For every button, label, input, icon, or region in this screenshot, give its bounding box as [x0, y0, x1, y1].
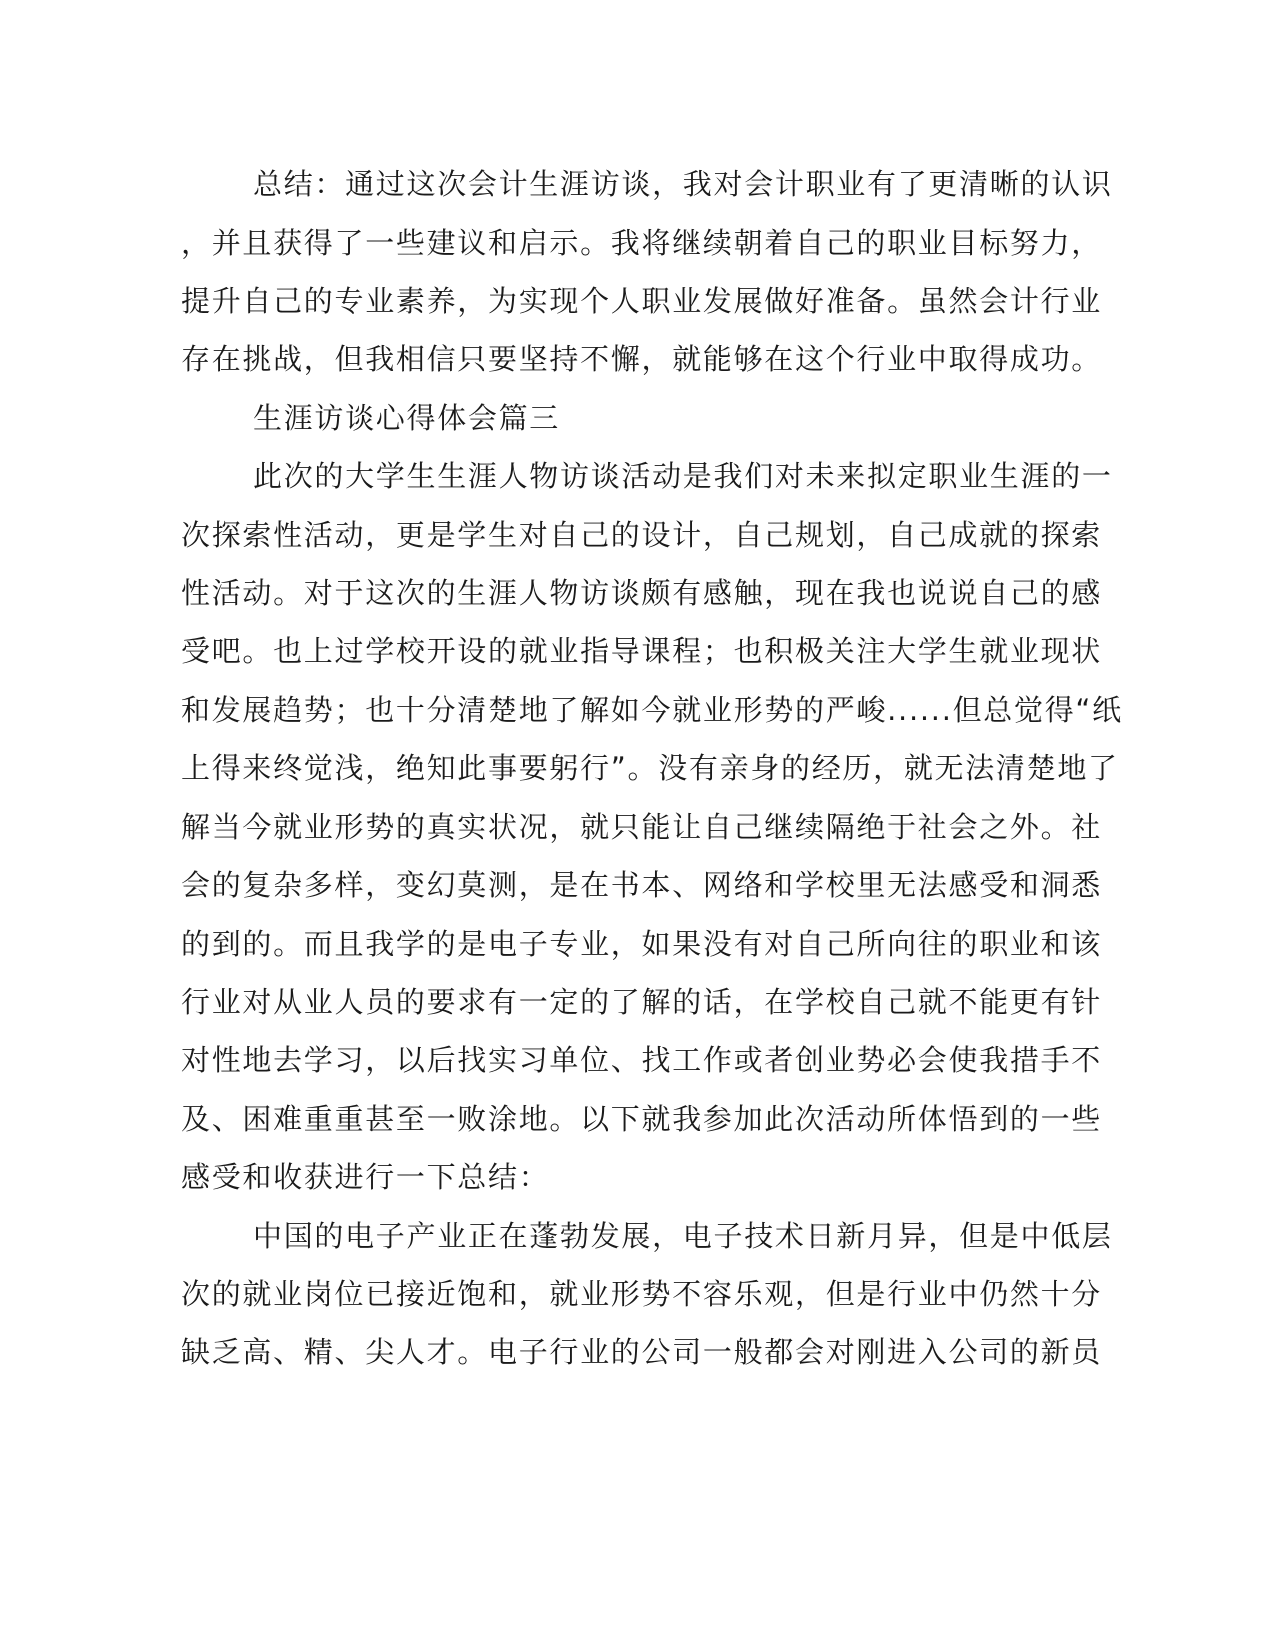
text-line: 行业对从业人员的要求有一定的了解的话，在学校自己就不能更有针: [181, 985, 1103, 1019]
text-line: 解当今就业形势的真实状况，就只能让自己继续隔绝于社会之外。社: [181, 810, 1103, 844]
text-line: 对性地去学习，以后找实习单位、找工作或者创业势必会使我措手不: [181, 1043, 1103, 1077]
text-line: 会的复杂多样，变幻莫测，是在书本、网络和学校里无法感受和洞悉: [181, 868, 1103, 902]
text-line: 感受和收获进行一下总结：: [181, 1160, 550, 1194]
text-line: 性活动。对于这次的生涯人物访谈颇有感触，现在我也说说自己的感: [181, 576, 1103, 610]
text-line: 和发展趋势；也十分清楚地了解如今就业形势的严峻......但总觉得“纸: [181, 693, 1123, 727]
text-line: 次探索性活动，更是学生对自己的设计，自己规划，自己成就的探索: [181, 518, 1103, 552]
text-line: 存在挑战，但我相信只要坚持不懈，就能够在这个行业中取得成功。: [181, 342, 1103, 376]
text-line: 及、困难重重甚至一败涂地。以下就我参加此次活动所体悟到的一些: [181, 1102, 1103, 1136]
text-line: ，并且获得了一些建议和启示。我将继续朝着自己的职业目标努力，: [181, 226, 1103, 260]
text-line: 上得来终觉浅，绝知此事要躬行”。没有亲身的经历，就无法清楚地了: [181, 751, 1119, 785]
text-line: 中国的电子产业正在蓬勃发展，电子技术日新月异，但是中低层: [253, 1219, 1113, 1253]
text-line: 总结：通过这次会计生涯访谈，我对会计职业有了更清晰的认识: [253, 167, 1113, 201]
text-line: 此次的大学生生涯人物访谈活动是我们对未来拟定职业生涯的一: [253, 459, 1113, 493]
text-line: 提升自己的专业素养，为实现个人职业发展做好准备。虽然会计行业: [181, 284, 1103, 318]
text-line: 缺乏高、精、尖人才。电子行业的公司一般都会对刚进入公司的新员: [181, 1335, 1103, 1369]
text-line: 受吧。也上过学校开设的就业指导课程；也积极关注大学生就业现状: [181, 634, 1103, 668]
text-line: 次的就业岗位已接近饱和，就业形势不容乐观，但是行业中仍然十分: [181, 1277, 1103, 1311]
section-heading: 生涯访谈心得体会篇三: [253, 401, 561, 435]
text-line: 的到的。而且我学的是电子专业，如果没有对自己所向往的职业和该: [181, 927, 1103, 961]
